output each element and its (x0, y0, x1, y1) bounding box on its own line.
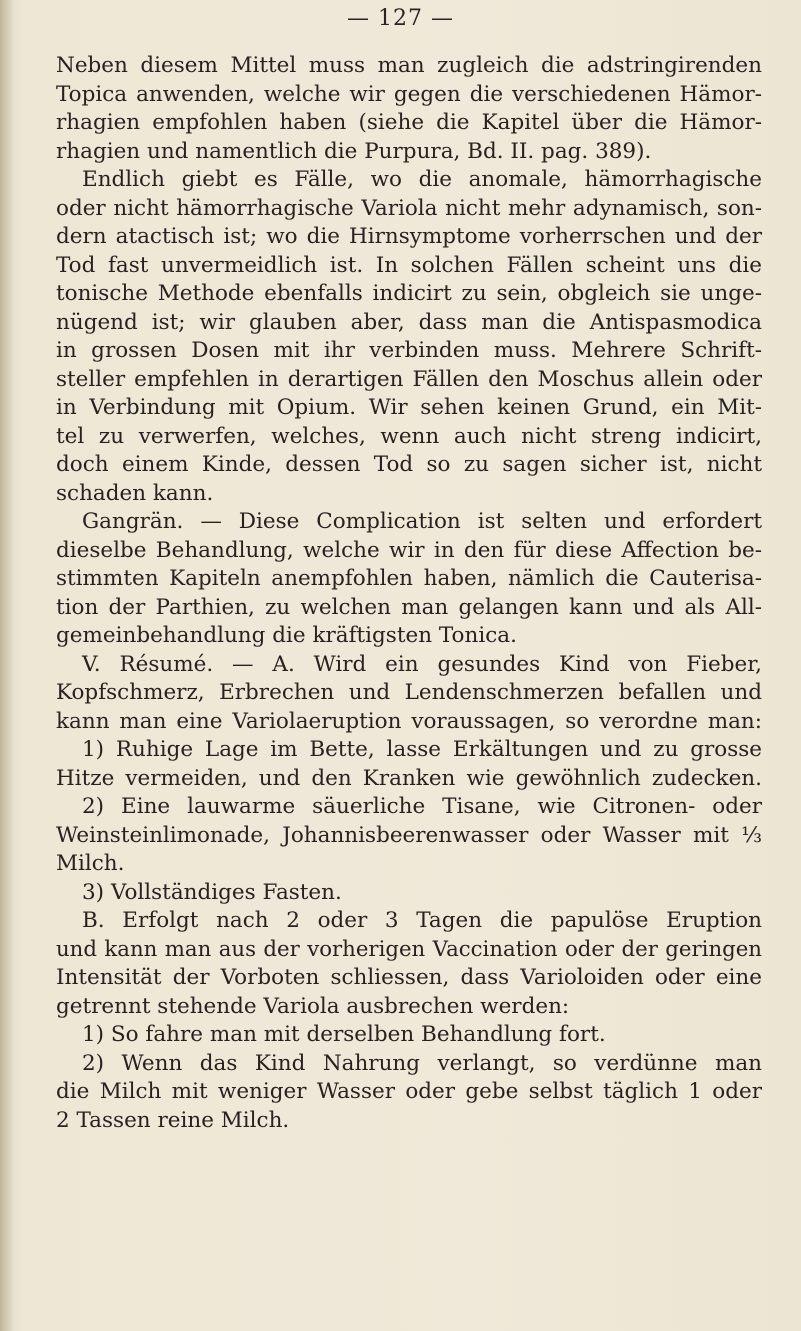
text-line: 2 Tassen reine Milch. (56, 1107, 290, 1133)
text-line: B. Erfolgt nach 2 oder 3 Tagen die papulöse Eruption (82, 908, 762, 933)
text-line: in grossen Dosen mit ihr verbinden muss. Mehrere Schrift- (56, 338, 762, 363)
text-line: und kann man aus der vorherigen Vaccination oder der geringen (56, 936, 762, 962)
text-line: Milch. (56, 851, 125, 876)
text-line: rhagien empfohlen haben (siehe die Kapitel über die Hämor- (56, 110, 762, 135)
text-line: 1) So fahre man mit derselben Behandlung fort. (82, 1022, 606, 1047)
text-line: dern atactisch ist; wo die Hirnsymptome vorherrschen und der (56, 224, 762, 249)
text-line: tonische Methode ebenfalls indicirt zu sein, obgleich sie unge- (56, 281, 762, 306)
text-line: Intensität der Vorboten schliessen, dass Varioloiden oder eine (56, 965, 762, 990)
text-line: Endlich giebt es Fälle, wo die anomale, hämorrhagische (82, 167, 762, 192)
text-line: 1) Ruhige Lage im Bette, lasse Erkältungen und zu grosse (82, 737, 762, 762)
text-line: 2) Wenn das Kind Nahrung verlangt, so verdünne man (82, 1050, 762, 1076)
text-line: Topica anwenden, welche wir gegen die verschiedenen Hämor- (56, 81, 762, 107)
text-line: rhagien und namentlich die Purpura, Bd. II. pag. 389). (56, 138, 652, 164)
text-line: tel zu verwerfen, welches, wenn auch nicht streng indicirt, (56, 423, 762, 449)
text-line: in Verbindung mit Opium. Wir sehen keinen Grund, ein Mit- (56, 395, 762, 420)
text-line: kann man eine Variolaeruption voraussagen, so verordne man: (56, 708, 762, 734)
text-line: steller empfehlen in derartigen Fällen den Moschus allein oder (56, 366, 762, 392)
text-line: getrennt stehende Variola ausbrechen werden: (56, 993, 570, 1019)
text-line: gemeinbehandlung die kräftigsten Tonica. (56, 623, 517, 648)
text-line: nügend ist; wir glauben aber, dass man die Antispasmodica (56, 309, 762, 335)
body-text (56, 52, 762, 1135)
text-line: doch einem Kinde, dessen Tod so zu sagen sicher ist, nicht (56, 452, 762, 477)
text-line: stimmten Kapiteln anempfohlen haben, nämlich die Cauterisa- (56, 566, 762, 591)
text-line: Gangrän. — Diese Complication ist selten und erfordert (82, 509, 762, 534)
text-line: tion der Parthien, zu welchen man gelangen kann und als All- (56, 594, 762, 620)
text-line: 3) Vollständiges Fasten. (82, 879, 342, 905)
text-line: dieselbe Behandlung, welche wir in den für diese Affection be- (56, 537, 762, 563)
text-line: Weinsteinlimonade, Johannisbeerenwasser oder Wasser mit ⅓ (56, 822, 762, 848)
text-line: 2) Eine lauwarme säuerliche Tisane, wie Citronen- oder (82, 794, 762, 819)
text-line: Tod fast unvermeidlich ist. In solchen Fällen scheint uns die (56, 252, 762, 278)
text-line: Kopfschmerz, Erbrechen und Lendenschmerzen befallen und (56, 680, 762, 705)
text-line: Hitze vermeiden, und den Kranken wie gewöhnlich zudecken. (56, 765, 762, 791)
text-line: V. Résumé. — A. Wird ein gesundes Kind von Fieber, (82, 651, 762, 677)
text-line: schaden kann. (56, 480, 214, 506)
text-line: oder nicht hämorrhagische Variola nicht mehr adynamisch, son- (56, 195, 762, 221)
page-number: — 127 — (347, 6, 454, 31)
page-binding-edge (0, 0, 14, 1331)
text-line: die Milch mit weniger Wasser oder gebe selbst täglich 1 oder (56, 1079, 762, 1104)
text-line: Neben diesem Mittel muss man zugleich die adstringirenden (56, 53, 762, 78)
